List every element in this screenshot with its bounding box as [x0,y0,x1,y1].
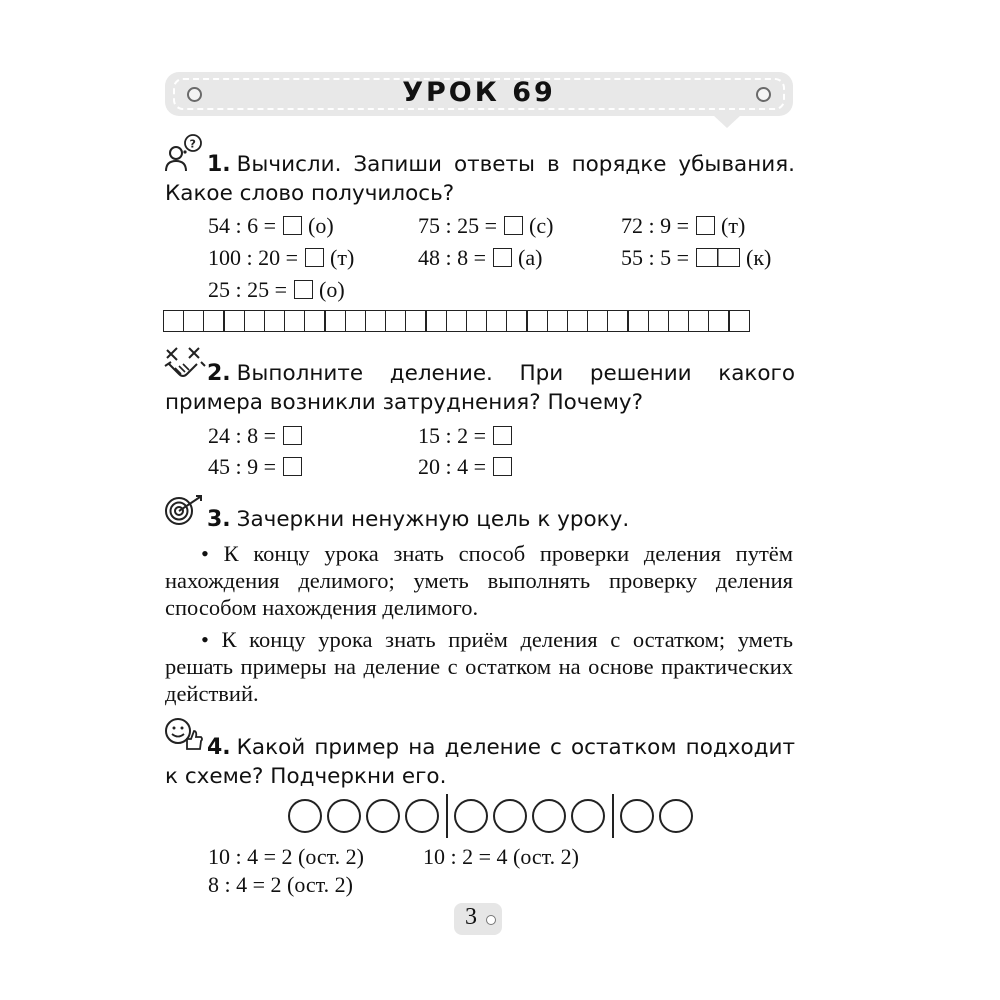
answer-cell[interactable] [506,310,528,332]
answer-cell[interactable] [648,310,670,332]
task1-expr: 54 : 6 = (о) [208,213,334,238]
task2-expr: 20 : 4 = [418,454,513,480]
scheme-divider [446,794,448,838]
answer-box[interactable] [305,248,324,267]
answer-cell[interactable] [728,310,750,332]
answer-cell[interactable] [425,310,447,332]
answer-box[interactable] [493,248,512,267]
answer-cell[interactable] [486,310,508,332]
answer-box[interactable] [283,457,302,476]
task1-expr: 25 : 25 = (о) [208,277,345,302]
answer-cell[interactable] [708,310,730,332]
answer-cell[interactable] [304,310,326,332]
answer-box[interactable] [504,216,523,235]
answer-cell[interactable] [163,310,185,332]
scheme-circle [454,799,488,833]
answer-cell[interactable] [607,310,629,332]
scheme-circle [532,799,566,833]
scheme-circle [405,799,439,833]
goal-1[interactable]: • К концу урока знать способ проверки деления путём нахождения делимого; уметь выполнять проверку деления способом нахождения делимого. [165,541,793,620]
scheme-circle [571,799,605,833]
answer-cell[interactable] [244,310,266,332]
page-number: 3 [465,904,477,930]
answer-cell[interactable] [405,310,427,332]
task2-expr: 24 : 8 = [208,423,303,449]
answer-box[interactable] [493,426,512,445]
scheme-circle [327,799,361,833]
answer-cell[interactable] [587,310,609,332]
header-tail [713,115,741,128]
page-number-badge [454,903,502,935]
task3-text: 3. Зачеркни ненужную цель к уроку. [207,507,630,532]
scheme-circle [620,799,654,833]
task2-number: 2. [207,361,231,386]
option-1[interactable]: 10 : 4 = 2 (ост. 2) [208,844,364,869]
answer-cells-row [164,310,750,332]
answer-cell[interactable] [203,310,225,332]
scheme-circle [288,799,322,833]
answer-cell[interactable] [365,310,387,332]
answer-cell[interactable] [547,310,569,332]
answer-cell[interactable] [324,310,346,332]
task1-expr: 72 : 9 = (т) [621,213,746,238]
answer-cell[interactable] [446,310,468,332]
answer-box[interactable] [294,280,313,299]
answer-cell[interactable] [627,310,649,332]
answer-box[interactable] [283,426,302,445]
answer-cell[interactable] [223,310,245,332]
task1-expr: 55 : 5 = (к) [621,245,772,270]
answer-box-double[interactable] [696,248,740,267]
task1-text: 1. Вычисли. Запиши ответы в порядке убывания. Какое слово получилось? [165,152,795,206]
page-dot-icon [486,915,496,925]
task1-expr: 100 : 20 = (т) [208,245,355,270]
answer-cell[interactable] [385,310,407,332]
task1-number: 1. [207,152,231,177]
answer-box[interactable] [283,216,302,235]
answer-cell[interactable] [688,310,710,332]
answer-cell[interactable] [264,310,286,332]
answer-box[interactable] [696,216,715,235]
answer-box[interactable] [493,457,512,476]
task1-expr: 48 : 8 = (а) [418,245,543,270]
option-2[interactable]: 10 : 2 = 4 (ост. 2) [423,844,579,869]
task4-text: 4. Какой пример на деление с остатком подходит к схеме? Подчеркни его. [165,735,795,789]
scheme-circle [366,799,400,833]
task2-expr: 15 : 2 = [418,423,513,449]
task4-number: 4. [207,735,231,760]
answer-cell[interactable] [345,310,367,332]
svg-text:?: ? [189,137,196,151]
lesson-header [165,72,793,116]
answer-cell[interactable] [526,310,548,332]
answer-cell[interactable] [567,310,589,332]
option-3[interactable]: 8 : 4 = 2 (ост. 2) [208,872,353,897]
task1-expr: 75 : 25 = (с) [418,213,554,238]
answer-cell[interactable] [284,310,306,332]
task3-number: 3. [207,507,231,532]
scheme-divider [612,794,614,838]
task2-expr: 45 : 9 = [208,454,303,480]
answer-cell[interactable] [183,310,205,332]
task2-text: 2. Выполните деление. При решении какого примера возникли затруднения? Почему? [165,361,795,415]
answer-cell[interactable] [466,310,488,332]
goal-2[interactable]: • К концу урока знать приём деления с остатком; уметь решать примеры на деление с остатком на основе практических действий. [165,627,793,706]
answer-cell[interactable] [668,310,690,332]
scheme-circle [493,799,527,833]
lesson-title: УРОК 69 [402,77,556,108]
scheme-circle [659,799,693,833]
division-scheme [288,794,698,838]
